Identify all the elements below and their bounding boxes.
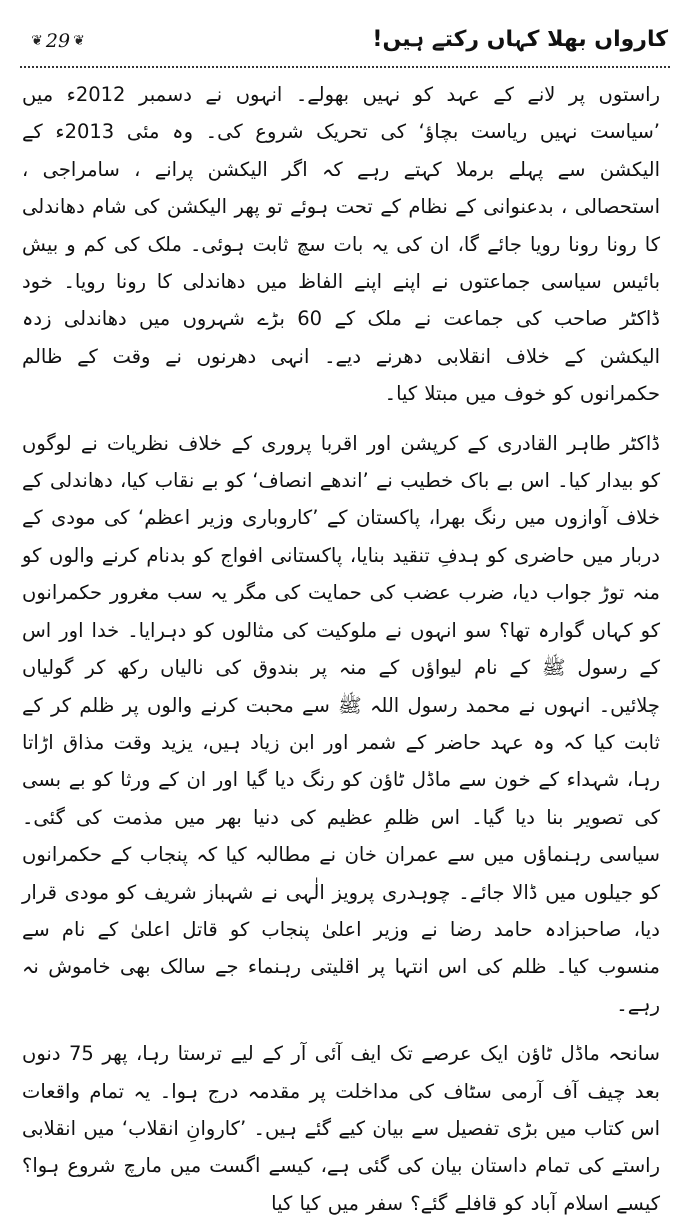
ornament-right-icon: ❦ bbox=[73, 33, 85, 49]
page-body bbox=[22, 76, 660, 1215]
ornament-left-icon: ❦ bbox=[31, 33, 43, 49]
page-number: 29 bbox=[45, 29, 71, 52]
running-title: کارواں بھلا کہاں رکتے ہیں! bbox=[372, 27, 668, 52]
paragraph: سانحہ ماڈل ٹاؤن ایک عرصے تک ایف آئی آر کے لیے ترستا رہا، پھر 75 دنوں بعد چیف آف آرمی سٹاف کی مداخلت پر مقدمہ درج ہوا۔ یہ تمام واقعات اس کتاب میں بڑی تفصیل سے بیان کیے گئے ہیں۔ ’کاروانِ انقلاب‘ میں انقلابی راستے کی تمام داستان بیان کی گئی ہے، کیسے اگست میں مارچ شروع ہوا؟ کیسے اسلام آباد کو قافلے گئے؟ سفر میں کیا کیا bbox=[22, 1042, 660, 1215]
paragraph: راستوں پر لانے کے عہد کو نہیں بھولے۔ انہوں نے دسمبر 2012ء میں ’سیاست نہیں ریاست بچاؤ‘ کی تحریک شروع کی۔ وہ مئی 2013ء کے الیکشن سے پہلے برملا کہتے رہے کہ اگر الیکشن پرانے ، سامراجی ، استحصالی ، بدعنوانی کے نظام کے تحت ہوئے تو پھر الیکشن کی شام دھاندلی کا رونا رونا رویا جائے گا، ان کی یہ بات سچ ثابت ہوئی۔ ملک کی کم و بیش بائیس سیاسی جماعتوں نے اپنے اپنے الفاظ میں دھاندلی کا رونا رویا۔ خود ڈاکٹر صاحب کی جماعت نے ملک کے 60 بڑے شہروں میں دھاندلی زدہ الیکشن کے خلاف انقلابی دھرنے دیے۔ انہی دھرنوں نے وقت کے ظالم حکمرانوں کو خوف میں مبتلا کیا۔ bbox=[22, 83, 660, 406]
paragraph: ڈاکٹر طاہر القادری کے کرپشن اور اقربا پروری کے خلاف نظریات نے لوگوں کو بیدار کیا۔ اس بے باک خطیب نے ’اندھے انصاف‘ کو بے نقاب کیا، دھاندلی کے خلاف آوازوں میں رنگ بھرا، پاکستان کے ’کاروباری وزیر اعظم‘ کی مودی کے دربار میں حاضری کو ہدفِ تنقید بنایا، پاکستانی افواج کو بدنام کرنے والوں کو منہ توڑ جواب دیا، ضرب عضب کی حمایت کی مگر یہ سب مغرور حکمرانوں کو کہاں گوارہ تھا؟ سو انہوں نے ملوکیت کی مثالوں کو دہرایا۔ خدا اور اس کے رسول ﷺ کے نام لیواؤں کے منہ پر بندوق کی نالیاں رکھ کر گولیاں چلائیں۔ انہوں نے محمد رسول اللہ ﷺ سے محبت کرنے والوں پر ظلم کر کے ثابت کیا کہ وہ عہد حاضر کے شمر اور ابن زیاد ہیں، یزید وقت مذاق اڑاتا رہا، شہداء کے خون سے ماڈل ٹاؤن کو رنگ دیا گیا اور ان کے ورثا کو بے بسی کی تصویر بنا دیا گیا۔ اس ظلمِ عظیم کی دنیا بھر میں مذمت کی گئی۔ سیاسی رہنماؤں میں سے عمران خان نے مطالبہ کیا کہ پنجاب کے حکمرانوں کو جیلوں میں ڈالا جائے۔ چوہدری پرویز الٰہی نے شہباز شریف کو مودی قرار دیا، صاحبزادہ حامد رضا نے وزیر اعلیٰ پنجاب کو قاتل اعلیٰ کے نام سے منسوب کیا۔ ظلم کی اس انتہا پر اقلیتی رہنماء جے سالک بھی خاموش نہ رہے۔ bbox=[22, 431, 660, 1016]
header-divider bbox=[20, 66, 670, 68]
page-header bbox=[22, 20, 668, 64]
page-number-box bbox=[22, 28, 94, 54]
